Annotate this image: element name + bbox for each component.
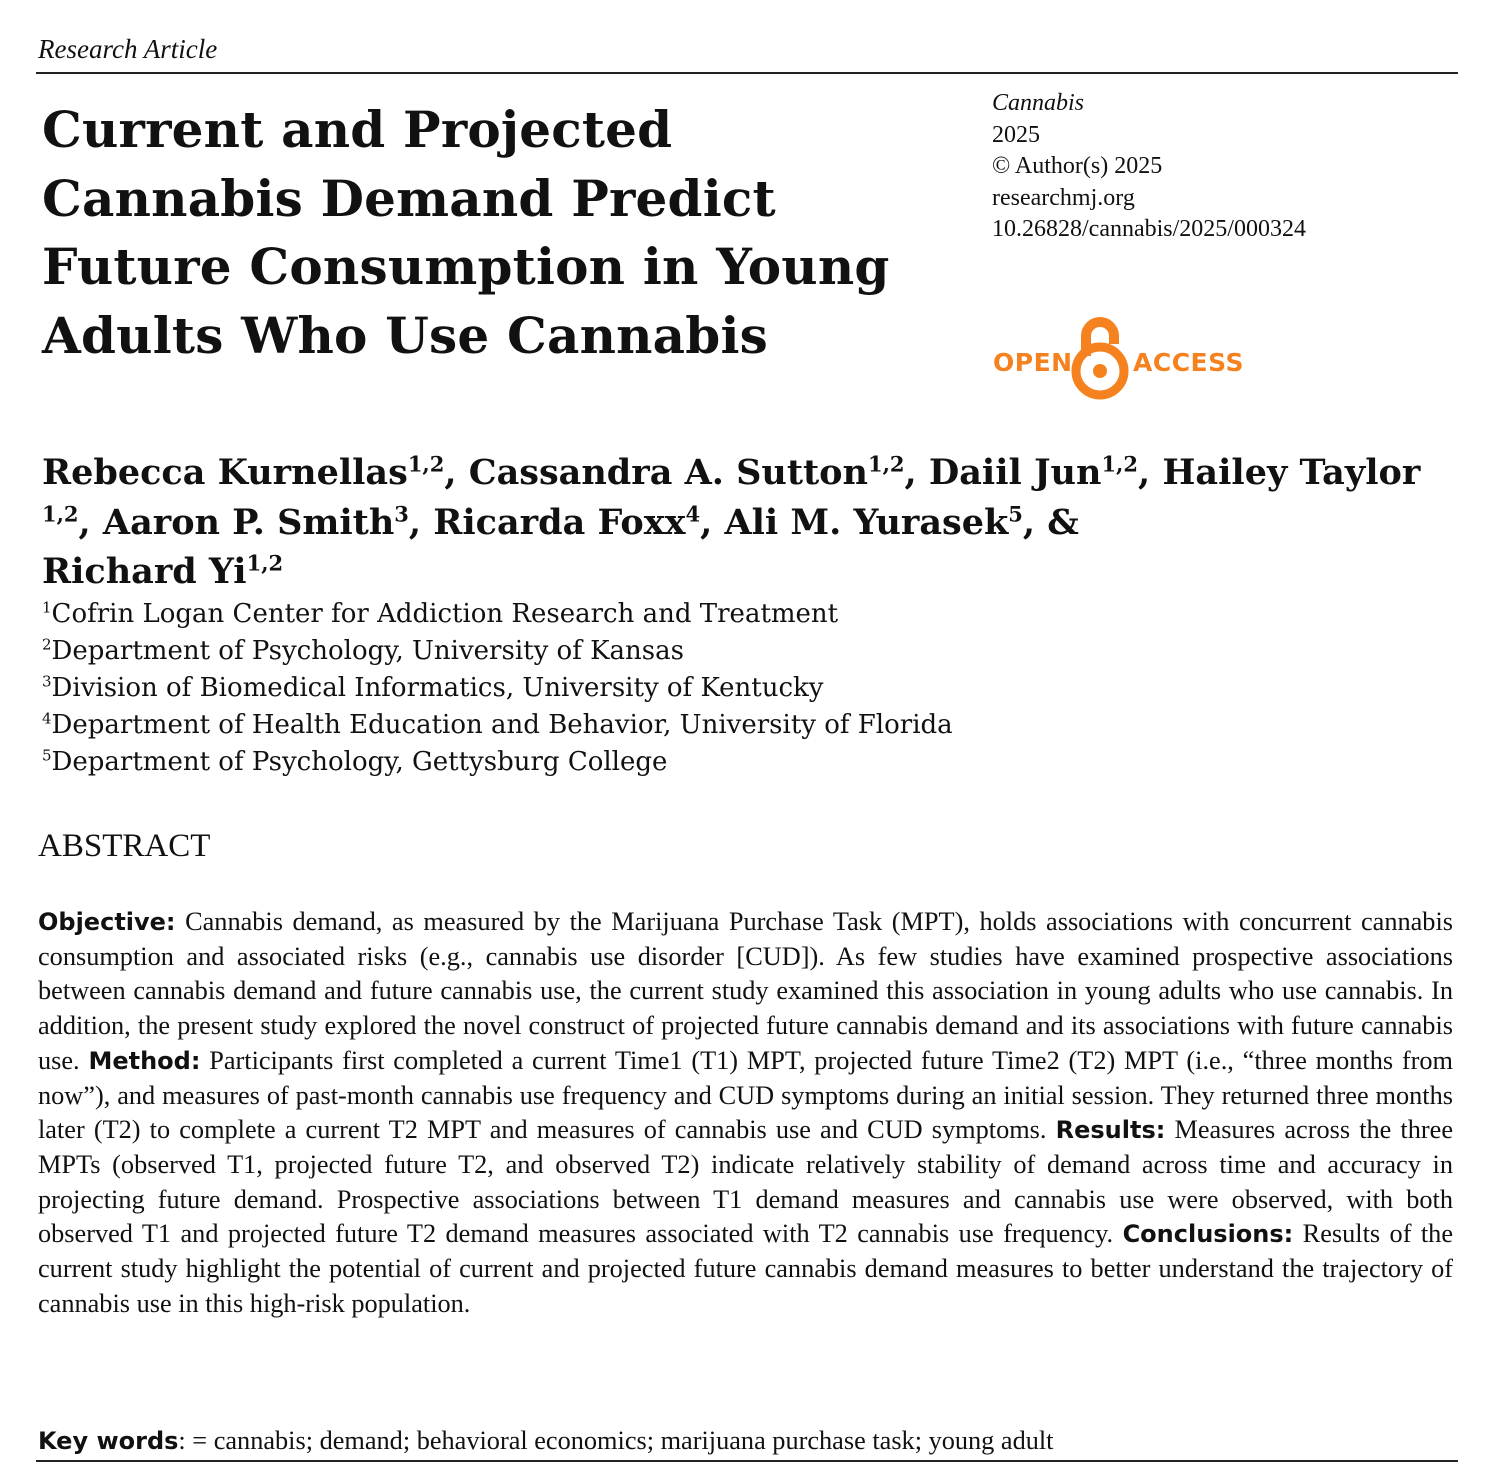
- affiliation: $^2$Department of Psychology, University of Kansas: [42, 635, 684, 666]
- author: Rebecca Kurnellas$^{1,2}$,: [42, 451, 469, 493]
- access-label: ACCESS: [1133, 348, 1245, 377]
- keywords: [38, 1426, 1053, 1456]
- title-line: Future Consumption in Young: [42, 237, 890, 296]
- author-affiliation-sup: 1,2: [867, 451, 905, 477]
- method-text: Participants first completed a current Time1 (T1) MPT, projected future Time2 (T2) MPT (i.e., “three months from now”), and measures of past-month cannabis use frequency and CUD symptoms during an initial session. They returned three months later (T2) to complete a current T2 MPT and measures of cannabis use and CUD symptoms.: [38, 1045, 1454, 1145]
- open-label: OPEN: [993, 348, 1073, 377]
- title-line: Current and Projected: [42, 100, 673, 159]
- affiliation: $^1$Cofrin Logan Center for Addiction Research and Treatment: [42, 598, 839, 629]
- author-affiliation-sup: 1,2: [42, 500, 79, 526]
- conclusions-text: Results of the current study highlight the potential of current and projected future cannabis demand measures to better understand the trajectory of cannabis use in this high-risk population.: [38, 1219, 1453, 1318]
- method-label: Method:: [88, 1046, 201, 1075]
- author-affiliation-sup: 1,2: [1101, 451, 1138, 477]
- abstract-body: [38, 905, 1453, 1321]
- results-label: Results:: [1055, 1116, 1166, 1145]
- affiliation: $^5$Department of Psychology, Gettysburg College: [42, 746, 668, 777]
- author: Hailey Taylor $^{1,2}$,: [42, 452, 1421, 543]
- objective-label: Objective:: [38, 908, 176, 936]
- author: Daiil Jun$^{1,2}$,: [928, 451, 1163, 493]
- article-title: [42, 96, 942, 370]
- copyright: © Author(s) 2025: [992, 153, 1163, 179]
- author-affiliation-sup: 5: [1008, 500, 1023, 526]
- keywords-text: : = cannabis; demand; behavioral economics; marijuana purchase task; young adult: [178, 1426, 1054, 1455]
- author-affiliation-sup: 4: [685, 500, 701, 526]
- publication-meta: [992, 88, 1306, 246]
- open-access-logo: [993, 310, 1243, 402]
- title-line: Cannabis Demand Predict: [42, 168, 776, 228]
- affiliation-list: [42, 596, 953, 781]
- journal-name: Cannabis: [992, 90, 1085, 116]
- author-affiliation-sup: 1,2: [246, 550, 284, 576]
- author: Aaron P. Smith$^3$,: [102, 500, 434, 543]
- site-link[interactable]: researchmj.org: [992, 184, 1135, 211]
- article-type: Research Article: [38, 34, 218, 64]
- keywords-label: Key words: [38, 1427, 179, 1455]
- author-list: [42, 448, 1462, 597]
- results-text: Measures across the three MPTs (observed T1, projected future T2, and observed T2) indicate relatively stability of demand across time and accuracy in projecting future demand. Prospective associations between T1 demand measures and cannabis use were observed, with both observed T1 and projected future T2 demand measures associated with T2 cannabis use frequency.: [38, 1115, 1453, 1249]
- author: Ricarda Foxx$^4$,: [433, 500, 725, 543]
- author-affiliation-sup: 3: [394, 500, 409, 526]
- footer-divider: [36, 1460, 1458, 1462]
- author: Richard Yi$^{1,2}$: [42, 550, 284, 592]
- author: Cassandra A. Sutton$^{1,2}$,: [468, 451, 929, 493]
- header-divider: [36, 72, 1458, 74]
- affiliation: $^3$Division of Biomedical Informatics, University of Kentucky: [42, 672, 824, 703]
- abstract-heading: ABSTRACT: [38, 828, 211, 864]
- affiliation: $^4$Department of Health Education and Behavior, University of Florida: [42, 709, 953, 740]
- publication-year: 2025: [992, 121, 1040, 148]
- conclusions-label: Conclusions:: [1122, 1220, 1294, 1249]
- author: Ali M. Yurasek$^5$, &: [724, 500, 1079, 543]
- author-affiliation-sup: 1,2: [407, 451, 445, 477]
- title-line: Adults Who Use Cannabis: [42, 305, 768, 365]
- doi-link[interactable]: 10.26828/cannabis/2025/000324: [992, 216, 1306, 242]
- objective-text: Cannabis demand, as measured by the Marijuana Purchase Task (MPT), holds associations with concurrent cannabis consumption and associated risks (e.g., cannabis use disorder [CUD]). As few studies have examined prospective associations between cannabis demand and future cannabis use, the current study examined this association in young adults who use cannabis. In addition, the present study explored the novel construct of projected future cannabis demand and its associations with future cannabis use.: [38, 907, 1453, 1075]
- open-lock-icon: [1071, 310, 1129, 402]
